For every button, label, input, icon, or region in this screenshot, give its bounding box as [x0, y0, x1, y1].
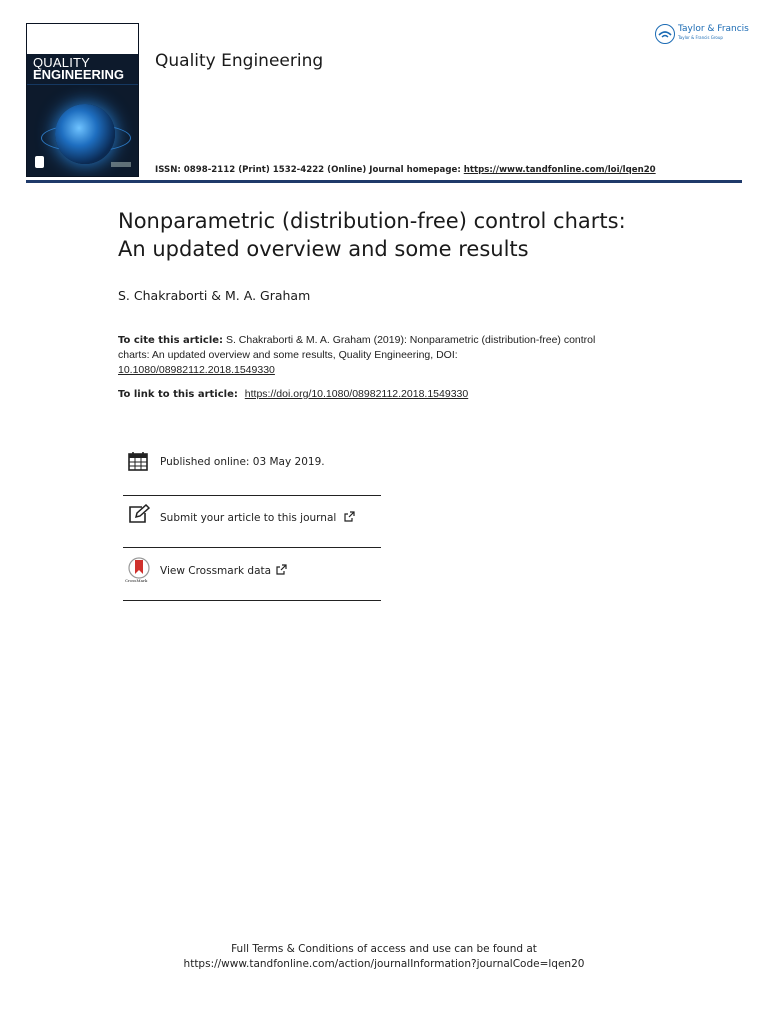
footer-terms-text: Full Terms & Conditions of access and use can be found at [231, 943, 537, 955]
publisher-name: Taylor & Francis [678, 24, 749, 34]
taylor-francis-logo[interactable] [653, 22, 749, 48]
citation-block [118, 333, 613, 378]
external-link-icon [344, 511, 355, 522]
link-label: To link to this article: [118, 389, 238, 400]
cover-title-line1: QUALITY [33, 55, 91, 70]
calendar-icon [128, 451, 148, 471]
journal-title: Quality Engineering [155, 51, 324, 71]
crossmark-link: View Crossmark data [160, 564, 287, 577]
crossmark-logo-text: CrossMark [125, 578, 148, 583]
footer-terms-link[interactable]: https://www.tandfonline.com/action/journalInformation?journalCode=lqen20 [183, 958, 585, 970]
article-authors: S. Chakraborti & M. A. Graham [118, 288, 311, 303]
published-online-row [123, 451, 381, 475]
article-title [118, 207, 678, 263]
journal-homepage-link[interactable]: https://www.tandfonline.com/loi/lqen20 [463, 165, 656, 175]
article-title-line1: Nonparametric (distribution-free) control charts: [118, 209, 626, 233]
crossmark-row[interactable] [123, 557, 381, 587]
external-link-icon [276, 564, 287, 575]
publisher-group: Taylor & Francis Group [678, 35, 723, 40]
cite-text: S. Chakraborti & M. A. Graham (2019): Nonparametric (distribution-free) control charts: An updated overview and some results, Quality Engineering, DOI: [118, 334, 596, 361]
cover-title-line2: ENGINEERING [33, 67, 125, 82]
divider [123, 600, 381, 601]
article-link-line [118, 388, 468, 400]
submit-article-row[interactable] [123, 504, 381, 530]
header-divider [26, 180, 742, 183]
issn-text: ISSN: 0898-2112 (Print) 1532-4222 (Online) Journal homepage: [155, 165, 461, 175]
article-doi-link[interactable]: https://doi.org/10.1080/08982112.2018.1549330 [244, 388, 469, 400]
article-title-line2: An updated overview and some results [118, 237, 529, 261]
journal-cover-image [26, 23, 139, 177]
submit-article-link: Submit your article to this journal [160, 511, 355, 524]
cite-label: To cite this article: [118, 335, 224, 346]
issn-line [155, 165, 656, 175]
publisher-logo-icon [655, 24, 675, 44]
divider [123, 495, 381, 496]
edit-icon [128, 504, 150, 524]
cite-doi-link[interactable]: 10.1080/08982112.2018.1549330 [118, 364, 275, 376]
published-date: Published online: 03 May 2019. [160, 456, 325, 468]
divider [123, 547, 381, 548]
footer [0, 942, 768, 972]
